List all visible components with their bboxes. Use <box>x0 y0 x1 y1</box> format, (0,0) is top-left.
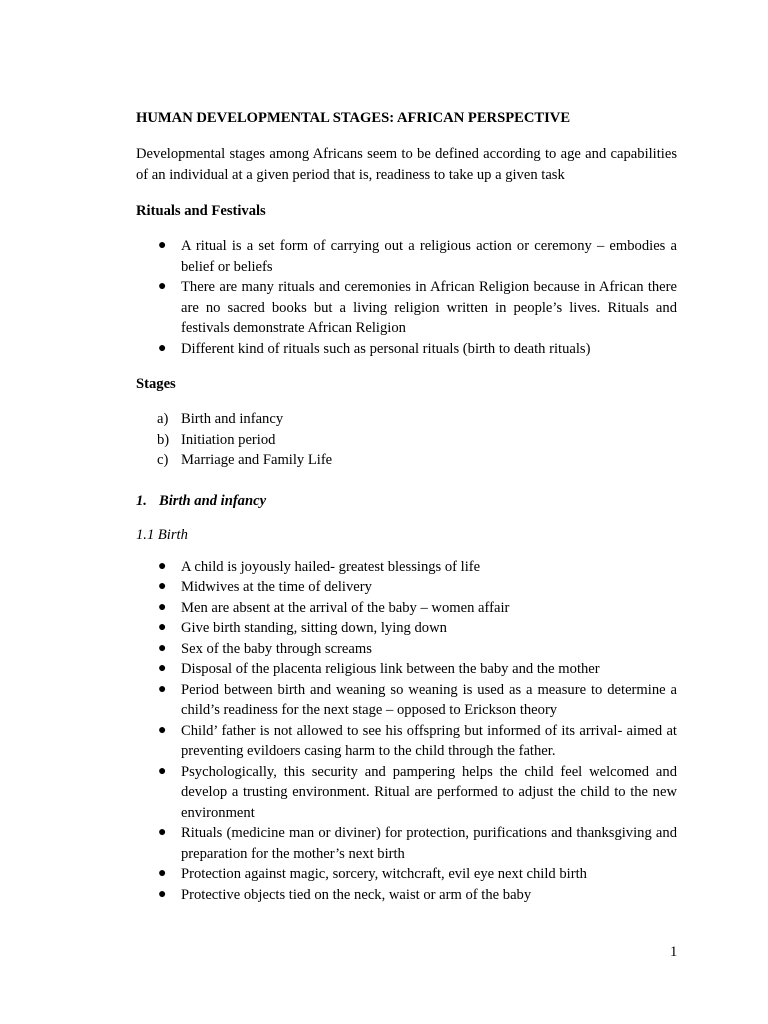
bullet-icon: ● <box>158 599 167 615</box>
list-item <box>136 339 677 360</box>
list-item-text: Sex of the baby through screams <box>181 640 372 657</box>
subsection-heading: 1.1 Birth <box>136 526 188 543</box>
list-item-text: Midwives at the time of delivery <box>181 579 372 595</box>
list-item <box>136 598 677 619</box>
bullet-icon: ● <box>158 579 167 594</box>
list-marker: c) <box>157 452 169 468</box>
bullet-icon: ● <box>158 886 167 902</box>
list-item <box>136 557 677 578</box>
list-item-text: Rituals (medicine man or diviner) for protection, purifications and thanksgiving and preparation for the mother’s next birth <box>181 825 677 862</box>
rituals-list <box>136 236 677 359</box>
list-item <box>136 721 677 762</box>
list-item <box>136 885 677 906</box>
list-item <box>136 577 677 598</box>
list-item-text: Protective objects tied on the neck, waist or arm of the baby <box>181 886 532 903</box>
list-item <box>136 823 677 864</box>
list-item-text: Period between birth and weaning so weaning is used as a measure to determine a child’s readiness for the next stage – opposed to Erickson theory <box>181 681 677 718</box>
bullet-icon: ● <box>158 558 167 574</box>
list-item-text: There are many rituals and ceremonies in African Religion because in African there are no sacred books but a living religion written in people’s lives. Rituals and festivals demonstrate African Religion <box>181 279 677 336</box>
list-item <box>136 618 677 639</box>
bullet-icon: ● <box>158 661 167 676</box>
bullet-icon: ● <box>158 640 167 656</box>
list-item-text: Give birth standing, sitting down, lying down <box>181 620 447 636</box>
list-item <box>136 236 677 277</box>
birth-list <box>136 557 677 906</box>
list-item <box>136 639 677 660</box>
list-item-text: Different kind of rituals such as personal rituals (birth to death rituals) <box>181 340 591 357</box>
list-item-text: A child is joyously hailed- greatest blessings of life <box>181 558 481 575</box>
list-marker: b) <box>157 431 170 448</box>
section-title: Birth and infancy <box>159 492 267 509</box>
list-item <box>136 680 677 721</box>
section-number: 1. <box>136 492 147 509</box>
list-item <box>136 430 677 451</box>
list-item <box>136 864 677 885</box>
list-item <box>136 762 677 824</box>
bullet-icon: ● <box>158 722 167 738</box>
bullet-icon: ● <box>158 340 167 356</box>
bullet-icon: ● <box>158 866 167 881</box>
stages-heading: Stages <box>136 376 176 392</box>
bullet-icon: ● <box>158 681 167 697</box>
list-item-text: Child’ father is not allowed to see his offspring but informed of its arrival- aimed at preventing evildoers casing harm to the child through the father. <box>181 722 677 759</box>
bullet-icon: ● <box>158 279 167 294</box>
bullet-icon: ● <box>158 825 167 840</box>
list-item <box>136 659 677 680</box>
page-content <box>136 108 677 920</box>
page-number: 1 <box>670 944 678 960</box>
rituals-heading: Rituals and Festivals <box>136 203 266 219</box>
intro-paragraph: Developmental stages among Africans seem to be defined according to age and capabilities of an individual at a given period that is, readiness to take up a given task <box>136 146 677 183</box>
bullet-icon: ● <box>158 620 167 635</box>
list-item <box>136 450 677 471</box>
list-item-text: Birth and infancy <box>181 411 284 427</box>
bullet-icon: ● <box>158 763 167 779</box>
bullet-icon: ● <box>158 238 167 253</box>
list-item <box>136 409 677 430</box>
list-item-text: Disposal of the placenta religious link between the baby and the mother <box>181 661 600 677</box>
list-item-text: Marriage and Family Life <box>181 452 333 468</box>
list-item <box>136 277 677 339</box>
list-item-text: Men are absent at the arrival of the baby – women affair <box>181 599 510 616</box>
list-item-text: A ritual is a set form of carrying out a religious action or ceremony – embodies a belief or beliefs <box>181 238 677 275</box>
section-heading <box>136 491 677 511</box>
document-title: HUMAN DEVELOPMENTAL STAGES: AFRICAN PERSPECTIVE <box>136 110 571 126</box>
stages-list <box>136 409 677 471</box>
list-item-text: Protection against magic, sorcery, witchcraft, evil eye next child birth <box>181 866 587 882</box>
list-item-text: Psychologically, this security and pampering helps the child feel welcomed and develop a trusting environment. Ritual are performed to adjust the child to the new environment <box>181 763 677 821</box>
list-item-text: Initiation period <box>181 431 276 448</box>
list-marker: a) <box>157 411 169 427</box>
